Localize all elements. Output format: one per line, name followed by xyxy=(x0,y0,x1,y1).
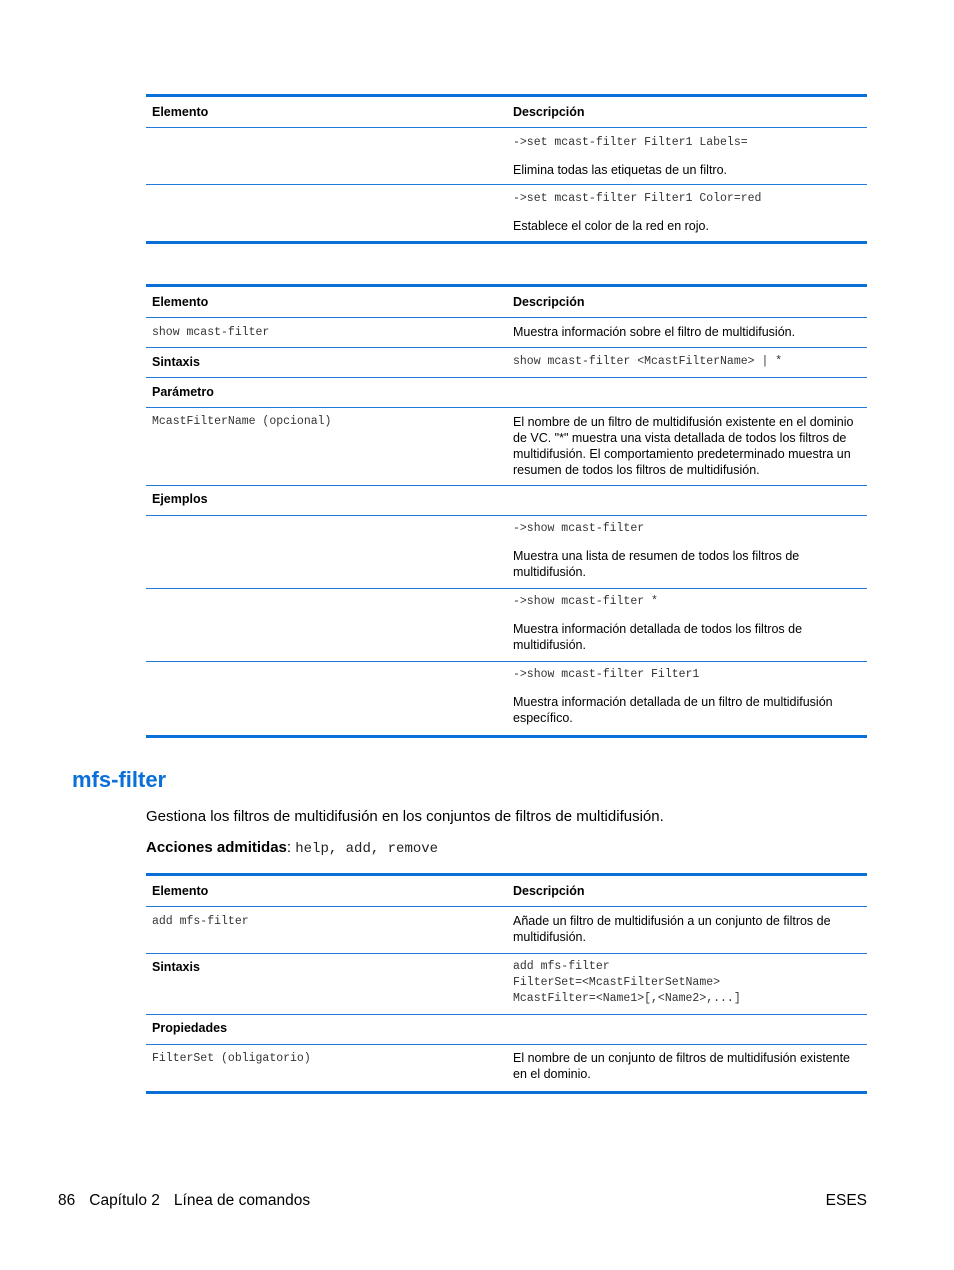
page-number: 86 xyxy=(58,1192,76,1209)
header-descripcion: Descripción xyxy=(513,295,585,309)
command-element: show mcast-filter xyxy=(152,326,270,339)
example-command: ->show mcast-filter xyxy=(513,522,645,535)
locale-code: ESES xyxy=(825,1192,867,1209)
header-descripcion: Descripción xyxy=(513,884,585,898)
header-descripcion: Descripción xyxy=(513,105,585,119)
syntax-value: show mcast-filter <McastFilterName> | * xyxy=(513,355,783,368)
chapter-title: Línea de comandos xyxy=(173,1192,311,1209)
header-elemento: Elemento xyxy=(152,105,209,119)
table-row xyxy=(146,378,867,408)
command-description: Añade un filtro de multidifusión a un conjunto de filtros de multidifusión. xyxy=(513,914,831,944)
example-command: ->show mcast-filter * xyxy=(513,595,658,608)
actions-label: Acciones admitidas xyxy=(146,839,287,856)
supported-actions xyxy=(146,839,438,857)
table-row xyxy=(146,1045,867,1091)
table-row xyxy=(146,486,867,516)
example-description: Establece el color de la red en rojo. xyxy=(513,219,709,233)
section-intro: Gestiona los filtros de multidifusión en los conjuntos de filtros de multidifusión. xyxy=(146,808,664,825)
example-description: Muestra una lista de resumen de todos los filtros de multidifusión. xyxy=(513,549,800,579)
example-command: ->set mcast-filter Filter1 Labels= xyxy=(513,136,748,149)
table-row xyxy=(146,128,867,185)
table-row xyxy=(146,954,867,1015)
table-row xyxy=(146,348,867,378)
examples-label: Ejemplos xyxy=(152,492,208,506)
table-row xyxy=(146,907,867,954)
syntax-line: McastFilter=<Name1>[,<Name2>,...] xyxy=(513,992,741,1005)
syntax-label: Sintaxis xyxy=(152,960,200,974)
table-row xyxy=(146,185,867,241)
example-description: Muestra información detallada de un filtro de multidifusión específico. xyxy=(513,695,833,725)
actions-values: help, add, remove xyxy=(295,841,439,857)
syntax-label: Sintaxis xyxy=(152,355,200,369)
table-add-mfs-filter xyxy=(146,873,867,1094)
header-elemento: Elemento xyxy=(152,295,209,309)
actions-separator: : xyxy=(286,839,296,856)
table-row xyxy=(146,516,867,589)
table-row xyxy=(146,408,867,486)
table-header-row xyxy=(146,876,867,907)
table-bottom-rule xyxy=(146,1091,867,1094)
table-row xyxy=(146,1015,867,1045)
example-command: ->show mcast-filter Filter1 xyxy=(513,668,700,681)
header-elemento: Elemento xyxy=(152,884,209,898)
chapter-label: Capítulo 2 xyxy=(89,1192,160,1209)
table-row xyxy=(146,318,867,348)
table-header-row xyxy=(146,287,867,318)
property-description: El nombre de un conjunto de filtros de multidifusión existente en el dominio. xyxy=(513,1051,850,1081)
command-element: add mfs-filter xyxy=(152,915,249,928)
syntax-line: FilterSet=<McastFilterSetName> xyxy=(513,976,721,989)
parameter-label: Parámetro xyxy=(152,385,214,399)
page-footer xyxy=(58,1192,867,1210)
example-description: Elimina todas las etiquetas de un filtro. xyxy=(513,163,728,177)
parameter-name: McastFilterName (opcional) xyxy=(152,415,332,428)
table-set-mcast-filter-examples xyxy=(146,94,867,244)
property-name: FilterSet (obligatorio) xyxy=(152,1052,311,1065)
properties-label: Propiedades xyxy=(152,1021,228,1035)
table-bottom-rule xyxy=(146,241,867,244)
syntax-line: add mfs-filter xyxy=(513,960,610,973)
table-header-row xyxy=(146,97,867,128)
table-bottom-rule xyxy=(146,735,867,738)
table-show-mcast-filter xyxy=(146,284,867,738)
section-title: mfs-filter xyxy=(72,767,167,792)
command-description: Muestra información sobre el filtro de multidifusión. xyxy=(513,325,796,339)
table-row xyxy=(146,589,867,662)
parameter-description: El nombre de un filtro de multidifusión existente en el dominio de VC. "*" muestra una vista detallada de todos los filtros de multidifusión. El comportamiento predeterminado muestra un resumen de todos los filtros de multidifusión. xyxy=(513,415,854,477)
table-row xyxy=(146,662,867,735)
example-command: ->set mcast-filter Filter1 Color=red xyxy=(513,192,762,205)
example-description: Muestra información detallada de todos los filtros de multidifusión. xyxy=(513,622,803,652)
